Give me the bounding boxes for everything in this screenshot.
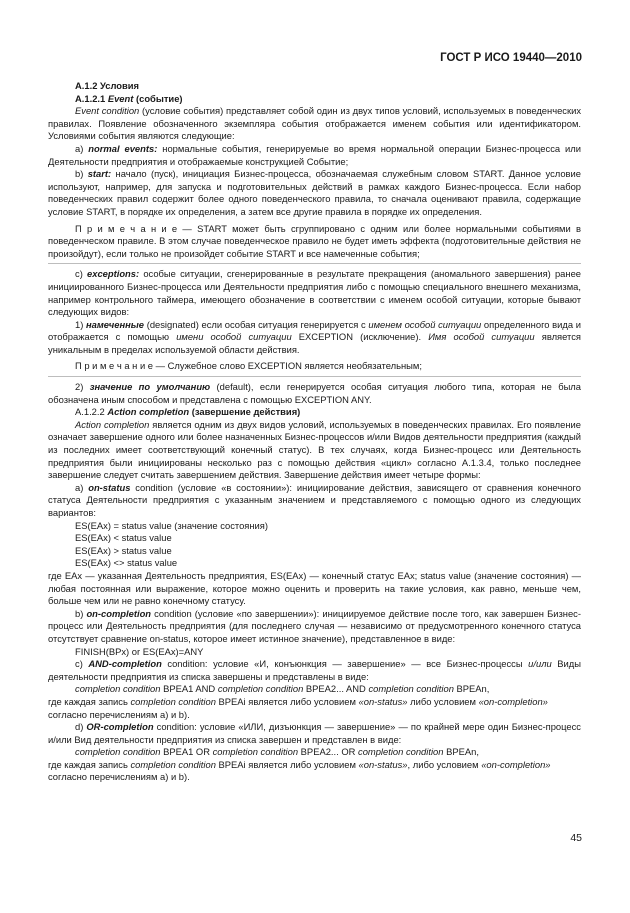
formula: ES(EAx) < status value [75, 532, 172, 544]
paragraph: Action completion является одним из двух видов условий, используемых в поведенческих правилах. Его появление означает завершение одного или более назначенных Бизнес-процессов и/или Видов деятельности предприятия (каждый из последних имеет соответствующий конечный статус). В тех случаях, когда Бизнес-процесс или Деятельность предприятия были инициированы несколько раз с помощью действия «цикл» согласно А.1.3.4, только последнее завершение следует считать завершением действия. Завершение действия имеет четыре формы: [48, 418, 581, 481]
list-item: 1) намеченные (designated) если особая ситуация генерируется с именем особой ситуации определенного вида и отображается с помощью имени особой ситуации EXCEPTION (исключение). Имя особой ситуации является уникальным в пределах используемой области действия. [48, 318, 581, 355]
list-item: b) on-completion condition (условие «по завершении»): инициируемое действие после того, как завершен Бизнес-процесс или Деятельность предприятия (для последнего случая — независимо от предусмотренного конечного статуса отсутствует сравнение on-status, которое имеет истинное значение), представленное в виде: [48, 607, 581, 644]
divider [48, 263, 581, 264]
list-item: c) AND-completion condition: условие «И, конъюнкция — завершение» — все Бизнес-процессы и/или Виды деятельности предприятия из списка завершены и представлены в виде: [48, 658, 581, 682]
formula: ES(EAx) > status value [75, 544, 172, 556]
list-item: b) start: начало (пуск), инициация Бизнес-процесса, обозначаемая служебным словом START. Данное условие используют, например, для запуска и подготовительных действий в рамках каждого Бизнес-процесса. Если набор поведенческих правил содержит более одного поведенческого правила, то сначала оценивают правила, содержащие условие START, в порядке их определения, а затем все другие правила в порядке их определения. [48, 168, 581, 217]
formula: completion condition BPEA1 AND completion condition BPEA2... AND completion condition BPEAn, [75, 683, 490, 695]
formula: completion condition BPEA1 OR completion condition BPEA2... OR completion condition BPEAn, [75, 746, 479, 758]
document-header: ГОСТ Р ИСО 19440—2010 [440, 52, 582, 64]
paragraph: согласно перечислениям a) и b). [48, 771, 190, 783]
page-number: 45 [570, 832, 582, 844]
paragraph: где каждая запись completion condition BPEAi является либо условием «on-status» либо условием «on-completion» [48, 695, 548, 707]
section-heading: А.1.2 Условия [75, 80, 140, 91]
note: П р и м е ч а н и е — Служебное слово EXCEPTION является необязательным; [75, 360, 422, 372]
subsection-heading: А.1.2.1 Event (событие) [75, 92, 183, 104]
divider [48, 376, 581, 377]
note: П р и м е ч а н и е — START может быть сгруппировано с одним или более нормальными событиями в поведенческом правиле. В этом случае поведенческое правило не будет иметь эффекта (подготовительные действия не произойдут), если только не произойдет событие START и все намеченные события; [48, 222, 581, 259]
document-body [48, 80, 581, 784]
subsection-heading: А.1.2.2 Action completion (завершение действия) [75, 406, 301, 418]
list-item: c) exceptions: особые ситуации, сгенерированные в результате прекращения (аномального завершения) ранее инициированного Бизнес-процесса или Деятельности предприятия либо с помощью специального внешнего механизма, например контрольного таймера, имеющего обозначение в соответствии с именем особой ситуации, которые бывают следующих видов: [48, 268, 581, 318]
list-item: d) OR-completion condition: условие «ИЛИ, дизъюнкция — завершение» — по крайней мере один Бизнес-процесс и/или Вид деятельности предприятия из списка завершен и представлен в виде: [48, 721, 581, 745]
list-item: 2) значение по умолчанию (default), если генерируется особая ситуация любого типа, которая не была обозначена иным способом и представлена с помощью EXCEPTION ANY. [48, 381, 581, 405]
paragraph: где каждая запись completion condition BPEAi является либо условием «on-status», либо условием «on-completion» [48, 758, 551, 770]
list-item: a) on-status condition (условие «в состоянии»): инициирование действия, зависящего от сравнения конечного статуса Деятельности предприятия с указанным значением и представляемого с помощью одного из следующих вариантов: [48, 481, 581, 518]
formula: ES(EAx) <> status value [75, 557, 178, 569]
formula: ES(EAx) = status value (значение состояния) [75, 519, 268, 531]
paragraph: Event condition (условие события) представляет собой один из двух типов условий, используемых в поведенческих правилах. Появление обозначенного экземпляра события отображается именем события или идентификатором. Условиями события являются следующие: [48, 105, 582, 142]
formula: FINISH(BPx) or ES(EAx)=ANY [75, 645, 204, 657]
paragraph: где EAx — указанная Деятельность предприятия, ES(EAx) — конечный статус EAx; status value (значение состояния) — любая постоянная или выражение, которое можно оценить и проверить на такие условия, как равно, меньше чем, больше чем или не равно конечному статусу. [48, 569, 581, 607]
list-item: a) normal events: нормальные события, генерируемые во время нормальной операции Бизнес-процесса или Деятельности предприятия и отображаемые конструкцией Событие; [48, 142, 581, 167]
paragraph: согласно перечислениям a) и b). [48, 708, 190, 720]
